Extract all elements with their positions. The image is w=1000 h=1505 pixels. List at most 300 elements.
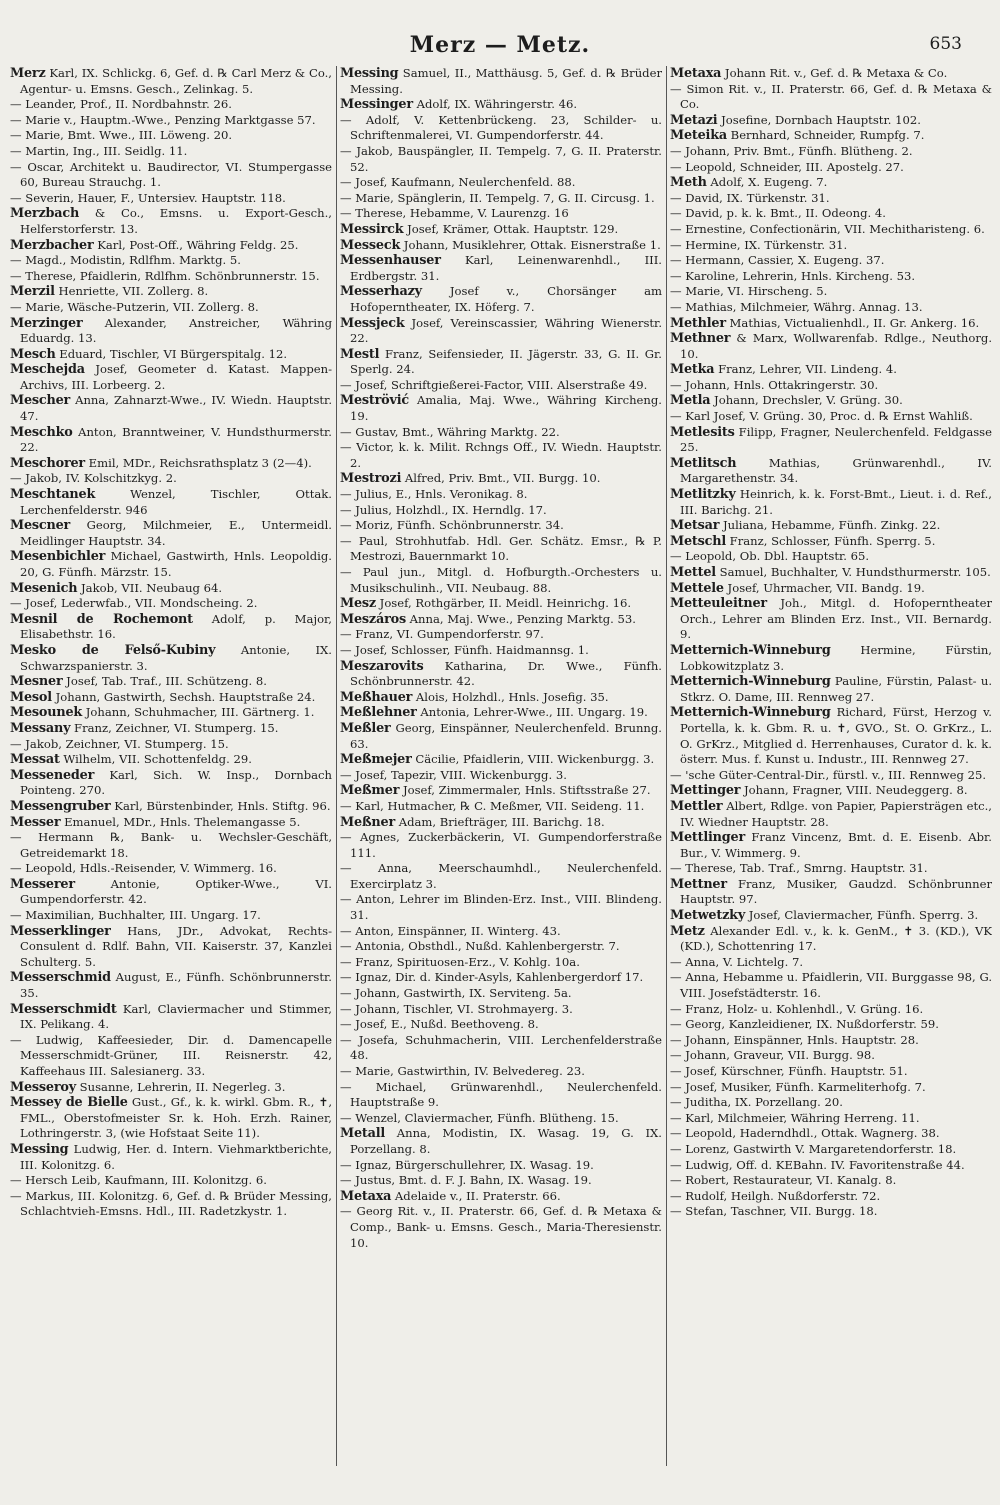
directory-entry bbox=[340, 1002, 662, 1018]
entry-surname: Messerklinger bbox=[10, 923, 111, 939]
entry-details: — Adolf, V. Kettenbrückeng. 23, Schilder- u. Schriftenmalerei, VI. Gumpendorferstr. 44. bbox=[340, 112, 662, 143]
entry-details: Adolf, IX. Währingerstr. 46. bbox=[412, 97, 578, 112]
entry-details: — Marie, Bmt. Wwe., III. Löweng. 20. bbox=[10, 128, 233, 143]
directory-entry bbox=[670, 253, 992, 269]
entry-details: Alexander, Anstreicher, Währing Eduardg. 13. bbox=[20, 315, 332, 346]
entry-details: Alexander Edl. v., k. k. GenM., ✝ 3. (KD.), VK (KD.), Schottenring 17. bbox=[680, 923, 992, 954]
entry-details: — David, p. k. k. Bmt., II. Odeong. 4. bbox=[670, 206, 886, 221]
directory-entry bbox=[340, 1080, 662, 1111]
entry-details: — Ludwig, Kaffeesieder, Dir. d. Damencapelle Messerschmidt-Grüner, III. Reisnerstr. 42, Kaffeehaus III. Salesianerg. 33. bbox=[10, 1032, 332, 1078]
directory-entry bbox=[670, 783, 992, 799]
directory-entry bbox=[340, 503, 662, 519]
entry-surname: Mettner bbox=[670, 876, 727, 892]
directory-entry bbox=[10, 861, 332, 877]
entry-details: Georg, Milchmeier, E., Untermeidl. Meidlinger Hauptstr. 34. bbox=[20, 518, 332, 548]
directory-entry bbox=[10, 1173, 332, 1189]
directory-entry bbox=[670, 128, 992, 144]
entry-details: Jakob, VII. Neubaug 64. bbox=[77, 580, 223, 595]
directory-entry bbox=[10, 596, 332, 612]
directory-entry bbox=[670, 768, 992, 784]
directory-entry bbox=[340, 1173, 662, 1189]
directory-entry bbox=[670, 534, 992, 550]
directory-entry bbox=[340, 1158, 662, 1174]
directory-entry bbox=[10, 456, 332, 472]
entry-details: — Johann, Hnls. Ottakringerstr. 30. bbox=[670, 377, 879, 392]
directory-entry bbox=[670, 596, 992, 643]
directory-entry bbox=[670, 206, 992, 222]
entry-details: — Franz, VI. Gumpendorferstr. 97. bbox=[340, 627, 544, 642]
entry-details: — Franz, Spirituosen-Erz., V. Kohlg. 10a. bbox=[340, 954, 580, 969]
entry-details: Josef, Vereinscassier, Währing Wienerstr. 22. bbox=[350, 315, 662, 346]
entry-surname: Messing bbox=[340, 66, 399, 81]
entry-details: — Therese, Pfaidlerin, Rdlfhm. Schönbrunnerstr. 15. bbox=[10, 268, 320, 283]
entry-surname: Metschl bbox=[670, 533, 726, 549]
directory-entry bbox=[670, 1126, 992, 1142]
directory-entry bbox=[670, 456, 992, 487]
directory-entry bbox=[340, 253, 662, 284]
entry-details: — Johann, Gastwirth, IX. Serviteng. 5a. bbox=[340, 986, 572, 1001]
directory-entry bbox=[670, 1002, 992, 1018]
entry-details: Karl, IX. Schlickg. 6, Gef. d. ℞ Carl Merz & Co., Agentur- u. Emsns. Gesch., Zelinkag. 5. bbox=[20, 66, 332, 96]
entry-details: — Stefan, Taschner, VII. Burgg. 18. bbox=[670, 1204, 878, 1219]
directory-entry bbox=[340, 565, 662, 596]
entry-surname: Messerschmid bbox=[10, 970, 111, 986]
entry-details: Cäcilie, Pfaidlerin, VIII. Wickenburgg. 3. bbox=[411, 752, 655, 767]
entry-details: — Ernestine, Confectionärin, VII. Mechitharisteng. 6. bbox=[670, 221, 985, 236]
entry-surname: Methler bbox=[670, 315, 726, 331]
entry-details: — Ignaz, Dir. d. Kinder-Asyls, Kahlenbergerdorf 17. bbox=[340, 970, 644, 985]
directory-entry bbox=[10, 737, 332, 753]
entry-surname: Mettlinger bbox=[670, 830, 745, 846]
entry-details: Henriette, VII. Zollerg. 8. bbox=[54, 284, 209, 299]
directory-entry bbox=[670, 970, 992, 1001]
entry-details: — Josef, Kürschner, Fünfh. Hauptstr. 51. bbox=[670, 1064, 908, 1078]
entry-details: — Josef, Schriftgießerei-Factor, VIII. Alserstraße 49. bbox=[340, 377, 648, 392]
directory-entry bbox=[340, 471, 662, 487]
entry-surname: Merzinger bbox=[10, 315, 83, 331]
directory-entry bbox=[340, 191, 662, 207]
directory-entry bbox=[670, 175, 992, 191]
entry-surname: Mettinger bbox=[670, 783, 741, 799]
entry-details: — Georg, Kanzleidiener, IX. Nußdorferstr. 59. bbox=[670, 1017, 939, 1032]
entry-details: — Ignaz, Bürgerschullehrer, IX. Wasag. 19. bbox=[340, 1157, 594, 1172]
directory-entry bbox=[340, 924, 662, 940]
entry-surname: Metternich-Winneburg bbox=[670, 642, 831, 658]
entry-surname: Meszáros bbox=[340, 611, 406, 627]
directory-entry bbox=[340, 1126, 662, 1157]
directory-entry bbox=[340, 534, 662, 565]
entry-surname: Meströvić bbox=[340, 393, 409, 409]
entry-details: — Leopold, Ob. Dbl. Hauptstr. 65. bbox=[670, 549, 870, 564]
entry-details: — Moriz, Fünfh. Schönbrunnerstr. 34. bbox=[340, 518, 564, 533]
entry-details: Ludwig, Her. d. Intern. Viehmarktberichte, III. Kolonitzg. 6. bbox=[20, 1141, 332, 1172]
entry-details: — Anton, Lehrer im Blinden-Erz. Inst., VIII. Blindeng. 31. bbox=[340, 892, 662, 923]
entry-details: Franz, Seifensieder, II. Jägerstr. 33, G. II. Gr. Sperlg. 24. bbox=[350, 346, 662, 377]
entry-details: — Leopold, Schneider, III. Apostelg. 27. bbox=[670, 159, 904, 174]
directory-entry bbox=[670, 1017, 992, 1033]
entry-details: — Robert, Restaurateur, VI. Kanalg. 8. bbox=[670, 1173, 897, 1188]
directory-entry bbox=[670, 378, 992, 394]
entry-details: Josef v., Chorsänger am Hofoperntheater, IX. Höferg. 7. bbox=[350, 284, 662, 314]
entry-details: & Co., Emsns. u. Export-Gesch., Helferstorferstr. 13. bbox=[20, 206, 332, 236]
directory-entry bbox=[10, 253, 332, 269]
entry-details: Mathias, Victualienhdl., II. Gr. Ankerg. 16. bbox=[725, 315, 980, 330]
entry-details: — Michael, Grünwarenhdl., Neulerchenfeld. Hauptstraße 9. bbox=[340, 1079, 662, 1110]
entry-surname: Meßmejer bbox=[340, 752, 412, 768]
directory-entry bbox=[340, 1017, 662, 1033]
directory-entry bbox=[10, 471, 332, 487]
page-header bbox=[0, 30, 1000, 66]
directory-entry bbox=[340, 690, 662, 706]
entry-details: — Agnes, Zuckerbäckerin, VI. Gumpendorferstraße 111. bbox=[340, 830, 662, 860]
entry-details: Mathias, Grünwarenhdl., IV. Margarethenstr. 34. bbox=[680, 455, 992, 486]
entry-surname: Messirck bbox=[340, 221, 404, 237]
directory-entry bbox=[340, 425, 662, 441]
directory-entry bbox=[10, 924, 332, 971]
entry-surname: Mesounek bbox=[10, 705, 83, 721]
directory-entry bbox=[10, 721, 332, 737]
directory-entry bbox=[340, 222, 662, 238]
entry-surname: Messerer bbox=[10, 876, 75, 892]
directory-entry bbox=[340, 316, 662, 347]
directory-entry bbox=[340, 347, 662, 378]
entry-details: — Hermine, IX. Türkenstr. 31. bbox=[670, 237, 848, 252]
entry-details: Johann, Fragner, VIII. Neudeggerg. 8. bbox=[740, 783, 968, 798]
entry-surname: Messer bbox=[10, 814, 61, 830]
column-1 bbox=[10, 66, 332, 1496]
entry-surname: Mesnil de Rochemont bbox=[10, 611, 193, 627]
directory-entry bbox=[10, 674, 332, 690]
directory-entry bbox=[10, 144, 332, 160]
entry-surname: Messinger bbox=[340, 97, 413, 113]
directory-entry bbox=[10, 206, 332, 237]
entry-surname: Messeneder bbox=[10, 767, 95, 783]
directory-entry bbox=[10, 1142, 332, 1173]
entry-surname: Messerschmidt bbox=[10, 1001, 117, 1017]
page-number: 653 bbox=[929, 34, 962, 54]
entry-surname: Messengruber bbox=[10, 798, 111, 814]
entry-details: Franz, Schlosser, Fünfh. Sperrg. 5. bbox=[725, 533, 936, 548]
directory-entry bbox=[10, 549, 332, 580]
directory-entry bbox=[10, 347, 332, 363]
directory-entry bbox=[10, 908, 332, 924]
directory-entry bbox=[10, 160, 332, 191]
entry-details: — Hersch Leib, Kaufmann, III. Kolonitzg. 6. bbox=[10, 1173, 267, 1188]
entry-surname: Metla bbox=[670, 393, 711, 409]
entry-details: — David, IX. Türkenstr. 31. bbox=[670, 190, 830, 205]
entry-details: Filipp, Fragner, Neulerchenfeld. Feldgasse 25. bbox=[680, 424, 992, 455]
entry-details: — Mathias, Milchmeier, Währg. Annag. 13. bbox=[670, 299, 923, 314]
directory-entry bbox=[670, 799, 992, 830]
entry-surname: Meßhauer bbox=[340, 689, 413, 705]
directory-entry bbox=[340, 1204, 662, 1251]
entry-details: — Josefa, Schuhmacherin, VIII. Lerchenfelderstraße 48. bbox=[340, 1032, 662, 1063]
entry-surname: Mesner bbox=[10, 674, 63, 690]
entry-surname: Merzbacher bbox=[10, 237, 94, 253]
directory-entry bbox=[340, 612, 662, 628]
entry-surname: Mesenbichler bbox=[10, 549, 106, 565]
entry-details: — Jakob, Bauspängler, II. Tempelg. 7, G. II. Praterstr. 52. bbox=[340, 143, 662, 174]
entry-details: — Wenzel, Claviermacher, Fünfh. Blütheng. 15. bbox=[340, 1110, 619, 1125]
entry-details: Samuel, II., Matthäusg. 5, Gef. d. ℞ Brüder Messing. bbox=[350, 66, 662, 96]
directory-entry bbox=[10, 768, 332, 799]
entry-details: — Marie, Gastwirthin, IV. Belvedereg. 23. bbox=[340, 1064, 585, 1078]
entry-details: Katharina, Dr. Wwe., Fünfh. Schönbrunnerstr. 42. bbox=[350, 658, 662, 689]
entry-details: Karl, Sich. W. Insp., Dornbach Pointeng. 270. bbox=[20, 767, 332, 798]
entry-details: Adam, Briefträger, III. Barichg. 18. bbox=[395, 814, 605, 829]
directory-entry bbox=[340, 518, 662, 534]
entry-details: — Lorenz, Gastwirth V. Margaretendorferstr. 18. bbox=[670, 1141, 957, 1156]
entry-details: Wenzel, Tischler, Ottak. Lerchenfelderstr. 946 bbox=[20, 487, 332, 517]
entry-surname: Merz bbox=[10, 66, 46, 81]
entry-details: Emil, MDr., Reichsrathsplatz 3 (2—4). bbox=[84, 455, 312, 470]
entry-surname: Messeck bbox=[340, 237, 401, 253]
entry-details: Johann Rit. v., Gef. d. ℞ Metaxa & Co. bbox=[721, 66, 948, 80]
entry-surname: Merzbach bbox=[10, 206, 80, 222]
entry-details: Karl, Post-Off., Währing Feldg. 25. bbox=[93, 237, 299, 252]
entry-surname: Messeroy bbox=[10, 1079, 76, 1095]
directory-entry bbox=[340, 596, 662, 612]
directory-entry bbox=[10, 238, 332, 254]
directory-entry bbox=[670, 1173, 992, 1189]
directory-entry bbox=[670, 160, 992, 176]
directory-entry bbox=[670, 425, 992, 456]
entry-details: — Karl, Hutmacher, ℞ C. Meßmer, VII. Seideng. 11. bbox=[340, 798, 645, 813]
entry-surname: Mesenich bbox=[10, 580, 78, 596]
directory-entry bbox=[670, 674, 992, 705]
entry-details: — Anna, Meerschaumhdl., Neulerchenfeld. Exercirplatz 3. bbox=[340, 861, 662, 891]
directory-entry bbox=[10, 518, 332, 549]
entry-details: Josef, Tab. Traf., III. Schützeng. 8. bbox=[62, 674, 267, 689]
directory-entry bbox=[670, 924, 992, 955]
entry-details: — Therese, Tab. Traf., Smrng. Hauptstr. 31. bbox=[670, 861, 928, 876]
entry-details: — Magd., Modistin, Rdlfhm. Marktg. 5. bbox=[10, 253, 241, 268]
entry-details: — Rudolf, Heilgh. Nußdorferstr. 72. bbox=[670, 1188, 881, 1203]
entry-details: — Karl Josef, V. Grüng. 30, Proc. d. ℞ Ernst Wahliß. bbox=[670, 409, 973, 424]
entry-details: Juliana, Hebamme, Fünfh. Zinkg. 22. bbox=[719, 518, 941, 533]
entry-details: Johann, Drechsler, V. Grüng. 30. bbox=[710, 393, 903, 408]
entry-details: — Josef, Musiker, Fünfh. Karmeliterhofg. 7. bbox=[670, 1079, 926, 1094]
directory-entry bbox=[340, 799, 662, 815]
directory-entry bbox=[340, 1189, 662, 1205]
entry-surname: Meschtanek bbox=[10, 487, 96, 503]
directory-entry bbox=[340, 284, 662, 315]
entry-details: Josef, Uhrmacher, VII. Bandg. 19. bbox=[723, 580, 925, 595]
directory-entry bbox=[10, 970, 332, 1001]
entry-details: — Antonia, Obsthdl., Nußd. Kahlenbergerstr. 7. bbox=[340, 939, 620, 954]
directory-entry bbox=[10, 1002, 332, 1033]
entry-surname: Messey de Bielle bbox=[10, 1095, 128, 1111]
entry-surname: Messerhazy bbox=[340, 284, 422, 300]
directory-entry bbox=[10, 425, 332, 456]
entry-details: — Maximilian, Buchhalter, III. Ungarg. 17. bbox=[10, 908, 261, 923]
entry-details: — Johann, Tischler, VI. Strohmayerg. 3. bbox=[340, 1001, 573, 1016]
entry-surname: Meszarovits bbox=[340, 658, 424, 674]
entry-details: — 'sche Güter-Central-Dir., fürstl. v., III. Rennweg 25. bbox=[670, 767, 987, 782]
entry-surname: Messany bbox=[10, 720, 71, 736]
entry-details: — Leander, Prof., II. Nordbahnstr. 26. bbox=[10, 97, 232, 112]
entry-surname: Mettele bbox=[670, 580, 724, 596]
directory-entry bbox=[670, 66, 992, 82]
entry-details: Karl, Claviermacher und Stimmer, IX. Pelikang. 4. bbox=[20, 1001, 332, 1032]
column-3 bbox=[670, 66, 992, 1496]
entry-surname: Meßler bbox=[340, 720, 391, 736]
directory-entry bbox=[670, 565, 992, 581]
entry-details: — Johann, Priv. Bmt., Fünfh. Blütheng. 2. bbox=[670, 143, 913, 158]
directory-entry bbox=[340, 378, 662, 394]
entry-details: — Josef, Tapezir, VIII. Wickenburgg. 3. bbox=[340, 767, 567, 782]
directory-entry bbox=[670, 300, 992, 316]
entry-surname: Metwetzky bbox=[670, 908, 746, 924]
directory-entry bbox=[670, 191, 992, 207]
entry-details: — Simon Rit. v., II. Praterstr. 66, Gef. d. ℞ Metaxa & Co. bbox=[670, 81, 992, 112]
entry-surname: Mesch bbox=[10, 346, 56, 362]
directory-entry bbox=[670, 1204, 992, 1220]
directory-entry bbox=[340, 97, 662, 113]
entry-details: — Justus, Bmt. d. F. J. Bahn, IX. Wasag. 19. bbox=[340, 1173, 592, 1188]
directory-entry bbox=[10, 316, 332, 347]
entry-surname: Meschorer bbox=[10, 455, 85, 471]
directory-entry bbox=[670, 222, 992, 238]
entry-surname: Metaxa bbox=[670, 66, 722, 81]
entry-details: Hermine, Fürstin, Lobkowitzplatz 3. bbox=[680, 642, 992, 673]
entry-details: Josef, Rothgärber, II. Meidl. Heinrichg. 16. bbox=[375, 596, 632, 611]
entry-details: — Victor, k. k. Milit. Rchngs Off., IV. Wiedn. Hauptstr. 2. bbox=[340, 440, 662, 470]
entry-details: Hans, JDr., Advokat, Rechts-Consulent d. Rdlf. Bahn, VII. Kaiserstr. 37, Kanzlei Schulterg. 5. bbox=[20, 923, 332, 969]
entry-surname: Metternich-Winneburg bbox=[670, 674, 831, 690]
directory-entry bbox=[670, 908, 992, 924]
directory-entry bbox=[670, 393, 992, 409]
entry-details: Franz, Musiker, Gaudzd. Schönbrunner Hauptstr. 97. bbox=[680, 876, 992, 907]
entry-surname: Mestl bbox=[340, 346, 380, 362]
directory-entry bbox=[670, 409, 992, 425]
entry-details: Adolf, p. Major, Elisabethstr. 16. bbox=[20, 611, 332, 642]
directory-entry bbox=[340, 752, 662, 768]
entry-details: Amalia, Maj. Wwe., Währing Kircheng. 19. bbox=[350, 393, 662, 424]
directory-entry bbox=[340, 206, 662, 222]
directory-entry bbox=[10, 113, 332, 129]
entry-details: Anton, Branntweiner, V. Hundsthurmerstr. 22. bbox=[20, 424, 332, 455]
entry-surname: Methner bbox=[670, 331, 731, 347]
directory-entry bbox=[340, 721, 662, 752]
directory-entry bbox=[340, 705, 662, 721]
directory-entry bbox=[10, 830, 332, 861]
entry-surname: Metka bbox=[670, 362, 715, 378]
entry-details: Johann, Gastwirth, Sechsh. Hauptstraße 24. bbox=[51, 689, 316, 704]
directory-entry bbox=[10, 1080, 332, 1096]
entry-details: Franz Vincenz, Bmt. d. E. Eisenb. Abr. Bur., V. Wimmerg. 9. bbox=[680, 830, 992, 860]
entry-details: — Georg Rit. v., II. Praterstr. 66, Gef. d. ℞ Metaxa & Comp., Bank- u. Emsns. Gesch., Maria-Theresienstr. 10. bbox=[340, 1204, 662, 1250]
entry-details: Josef, Claviermacher, Fünfh. Sperrg. 3. bbox=[745, 908, 979, 923]
entry-details: — Martin, Ing., III. Seidlg. 11. bbox=[10, 143, 188, 158]
entry-surname: Messenhauser bbox=[340, 253, 441, 269]
directory-entry bbox=[340, 955, 662, 971]
entry-surname: Meschko bbox=[10, 424, 73, 440]
entry-surname: Metlitzky bbox=[670, 487, 736, 503]
directory-entry bbox=[10, 612, 332, 643]
directory-entry bbox=[670, 1158, 992, 1174]
entry-details: Karl, Bürstenbinder, Hnls. Stiftg. 96. bbox=[110, 798, 331, 813]
entry-details: — Josef, Lederwfab., VII. Mondscheing. 2. bbox=[10, 596, 258, 611]
column-2 bbox=[340, 66, 662, 1496]
directory-entry bbox=[10, 487, 332, 518]
directory-entry bbox=[670, 1095, 992, 1111]
entry-surname: Meßlehner bbox=[340, 705, 417, 721]
directory-entry bbox=[340, 627, 662, 643]
entry-details: — Severin, Hauer, F., Untersiev. Hauptstr. 118. bbox=[10, 190, 286, 205]
entry-surname: Metternich-Winneburg bbox=[670, 705, 831, 721]
entry-surname: Meth bbox=[670, 175, 707, 191]
directory-entry bbox=[340, 659, 662, 690]
entry-details: Antonie, IX. Schwarzspanierstr. 3. bbox=[20, 642, 332, 673]
directory-entry bbox=[340, 175, 662, 191]
entry-details: — Franz, Holz- u. Kohlenhdl., V. Grüng. 16. bbox=[670, 1001, 924, 1016]
entry-surname: Mesol bbox=[10, 689, 52, 705]
directory-entry bbox=[10, 128, 332, 144]
entry-surname: Messjeck bbox=[340, 315, 405, 331]
directory-entry bbox=[340, 393, 662, 424]
entry-details: Adolf, X. Eugeng. 7. bbox=[706, 175, 828, 190]
directory-entry bbox=[340, 768, 662, 784]
directory-entry bbox=[670, 82, 992, 113]
directory-entry bbox=[670, 269, 992, 285]
directory-entry bbox=[670, 518, 992, 534]
directory-entry bbox=[10, 690, 332, 706]
directory-entry bbox=[10, 362, 332, 393]
entry-details: — Anna, V. Lichtelg. 7. bbox=[670, 954, 804, 969]
entry-details: — Juditha, IX. Porzellang. 20. bbox=[670, 1095, 843, 1110]
entry-details: Albert, Rdlge. von Papier, Papiersträgen etc., IV. Wiedner Hauptstr. 28. bbox=[680, 798, 992, 829]
directory-entry bbox=[670, 238, 992, 254]
directory-columns bbox=[10, 66, 992, 1496]
directory-entry bbox=[670, 144, 992, 160]
entry-details: Josef, Geometer d. Katast. Mappen-Archivs, III. Lorbeerg. 2. bbox=[20, 362, 332, 392]
directory-entry bbox=[670, 331, 992, 362]
entry-details: — Anton, Einspänner, II. Winterg. 43. bbox=[340, 923, 561, 938]
entry-details: Bernhard, Schneider, Rumpfg. 7. bbox=[726, 128, 925, 143]
directory-entry bbox=[340, 986, 662, 1002]
directory-entry bbox=[670, 643, 992, 674]
entry-details: Franz, Zeichner, VI. Stumperg. 15. bbox=[70, 720, 279, 735]
entry-surname: Mettel bbox=[670, 565, 716, 580]
directory-entry bbox=[670, 1048, 992, 1064]
entry-details: Eduard, Tischler, VI Bürgerspitalg. 12. bbox=[55, 346, 288, 361]
directory-entry bbox=[340, 861, 662, 892]
entry-surname: Messat bbox=[10, 752, 60, 768]
entry-surname: Mescner bbox=[10, 518, 71, 534]
entry-surname: Metteuleitner bbox=[670, 596, 767, 612]
entry-surname: Merzil bbox=[10, 284, 55, 300]
page-title: Merz — Metz. bbox=[409, 32, 591, 58]
directory-entry bbox=[10, 269, 332, 285]
directory-entry bbox=[10, 66, 332, 97]
entry-surname: Meteika bbox=[670, 128, 727, 144]
directory-entry bbox=[670, 1080, 992, 1096]
entry-details: — Josef, Schlosser, Fünfh. Haidmannsg. 1. bbox=[340, 642, 589, 657]
entry-details: August, E., Fünfh. Schönbrunnerstr. 35. bbox=[20, 970, 332, 1001]
entry-surname: Metlitsch bbox=[670, 455, 737, 471]
entry-details: Anna, Maj. Wwe., Penzing Marktg. 53. bbox=[405, 611, 636, 626]
directory-entry bbox=[670, 549, 992, 565]
entry-details: — Julius, Holzhdl., IX. Herndlg. 17. bbox=[340, 502, 547, 517]
entry-details: Gust., Gf., k. k. wirkl. Gbm. R., ✝, FML., Oberstofmeister Sr. k. Hoh. Erzh. Rainer, Lothringerstr. 3, (wie Hofstaat Seite 11). bbox=[20, 1095, 332, 1141]
directory-entry bbox=[670, 284, 992, 300]
entry-details: — Jakob, IV. Kolschitzkyg. 2. bbox=[10, 471, 177, 486]
entry-surname: Metall bbox=[340, 1126, 386, 1142]
directory-entry bbox=[670, 861, 992, 877]
entry-details: — Karoline, Lehrerin, Hnls. Kircheng. 53. bbox=[670, 268, 916, 283]
entry-surname: Metlesits bbox=[670, 424, 735, 440]
